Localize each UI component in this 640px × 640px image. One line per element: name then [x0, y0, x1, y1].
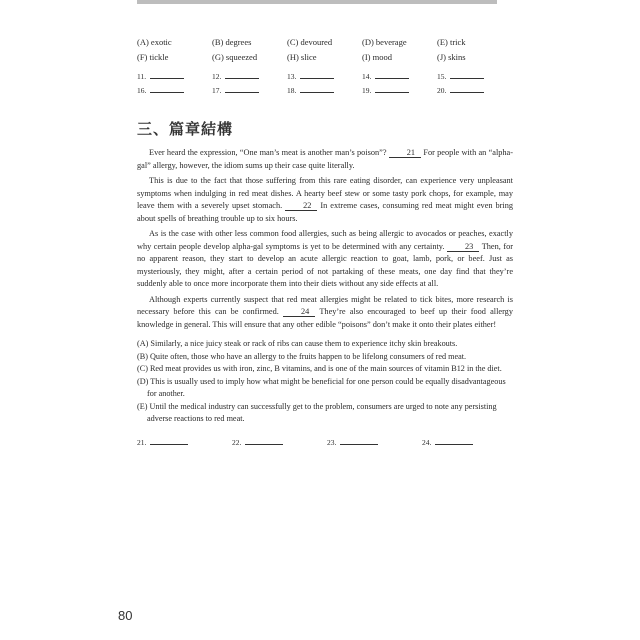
answer-blank[interactable]: [137, 70, 184, 83]
vocab-option: (F) tickle: [137, 52, 169, 62]
answer-blank[interactable]: [137, 436, 188, 447]
vocab-option: (J) skins: [437, 52, 466, 62]
blank-number: 12.: [212, 72, 222, 81]
option-c: (C) Red meat provides us with iron, zinc, B vitamins, and is one of the main sources of vitamin B12 in the diet.: [137, 364, 502, 373]
vocab-option: (H) slice: [287, 52, 317, 62]
answer-blank[interactable]: [362, 84, 409, 97]
answer-options: [137, 338, 513, 426]
top-edge-bar: [137, 0, 497, 4]
vocab-options: [137, 36, 513, 66]
option-e: (E) Until the medical industry can successfully get to the problem, consumers are urged to note any persisting adverse reactions to red meat.: [137, 401, 497, 423]
blank-number: 22.: [232, 437, 242, 447]
inline-blank[interactable]: 23: [447, 242, 479, 252]
vocab-option: (D) beverage: [362, 37, 407, 47]
answer-blank[interactable]: [437, 70, 484, 83]
answer-blank[interactable]: [422, 436, 473, 447]
answer-blank[interactable]: [437, 84, 484, 97]
answer-blank[interactable]: [212, 84, 259, 97]
vocab-option: (G) squeezed: [212, 52, 258, 62]
blank-number: 19.: [362, 86, 372, 95]
worksheet-page: [137, 36, 513, 450]
passage-paragraph: Ever heard the expression, “One man’s meat is another man’s poison”? 21 For people with an “alpha-gal” allergy, however, the idiom sums up their case quite literally.: [137, 148, 514, 170]
vocab-option: (A) exotic: [137, 37, 172, 47]
vocab-answer-blanks: [137, 70, 513, 102]
blank-number: 13.: [287, 72, 297, 81]
page-number: 80: [118, 608, 133, 623]
blank-number: 21.: [137, 437, 147, 447]
inline-blank[interactable]: 22: [285, 201, 317, 211]
passage-paragraph: Although experts currently suspect that red meat allergies might be related to tick bites, more research is necessary before this can be confirmed. 24 They’re also encouraged to beef up their food allergy knowledge in general. This will ensure that any other edible “poisons” don’t make it onto their plates either!: [137, 294, 513, 329]
section-title: 三、篇章結構: [137, 120, 234, 138]
blank-number: 18.: [287, 86, 297, 95]
vocab-option: (B) degrees: [212, 37, 252, 47]
passage-answer-blanks: [137, 436, 513, 450]
answer-blank[interactable]: [287, 70, 334, 83]
blank-number: 17.: [212, 86, 222, 95]
inline-blank[interactable]: 21: [389, 148, 421, 158]
blank-number: 20.: [437, 86, 447, 95]
vocab-option: (C) devoured: [287, 37, 333, 47]
option-a: (A) Similarly, a nice juicy steak or rack of ribs can cause them to experience itchy skin breakouts.: [137, 339, 458, 348]
answer-blank[interactable]: [232, 436, 283, 447]
vocab-option: (E) trick: [437, 37, 466, 47]
passage-paragraph: This is due to the fact that those suffering from this rare eating disorder, can experience very unpleasant symptoms when indulging in red meat dishes. A hearty beef stew or some tasty pork chops, for example, may leave them with a severely upset stomach. 22 In extreme cases, consuming red meat might even bring about spells of breathing trouble up to six hours.: [137, 176, 513, 223]
answer-blank[interactable]: [287, 84, 334, 97]
option-b: (B) Quite often, those who have an allergy to the fruits happen to be lifelong consumers of red meat.: [137, 351, 467, 361]
blank-number: 16.: [137, 86, 147, 95]
answer-blank[interactable]: [362, 70, 409, 83]
answer-blank[interactable]: [137, 84, 184, 97]
blank-number: 14.: [362, 72, 372, 81]
option-d: (D) This is usually used to imply how what might be beneficial for one person could be equally disadvantageous for another.: [137, 376, 506, 398]
blank-number: 15.: [437, 72, 447, 81]
inline-blank[interactable]: 24: [283, 307, 315, 317]
passage-paragraph: As is the case with other less common food allergies, such as being allergic to avocados or peaches, exactly why certain people develop alpha-gal symptoms is yet to be determined with any certainty. 23 Then, for no apparent reason, they start to develop an acute allergic reaction to goat, lamb, pork, or beef. Just as mysteriously, they might, after a certain period of not partaking of these meats, one day find that they’re suddenly able to once more incorporate them into their diets without any side effects at all.: [137, 229, 513, 288]
vocab-option: (I) mood: [362, 52, 392, 62]
blank-number: 23.: [327, 437, 337, 447]
answer-blank[interactable]: [212, 70, 259, 83]
blank-number: 11.: [137, 72, 147, 81]
answer-blank[interactable]: [327, 436, 378, 447]
blank-number: 24.: [422, 437, 432, 447]
